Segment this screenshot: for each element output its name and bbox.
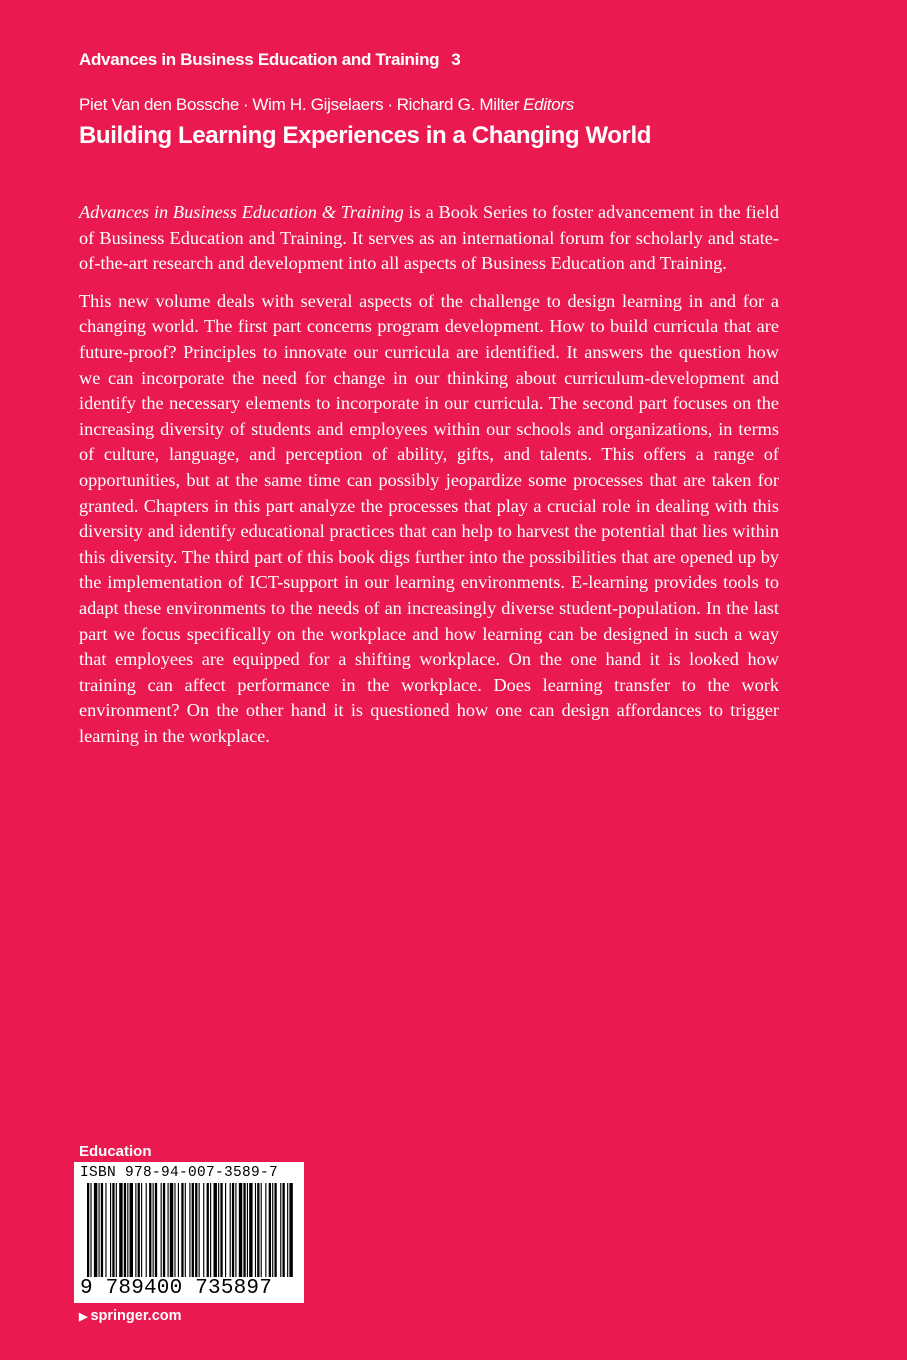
series-number: 3 (451, 50, 461, 69)
description-paragraph-1 (79, 200, 779, 277)
barcode-bar (189, 1183, 190, 1277)
isbn-label: ISBN 978-94-007-3589-7 (80, 1165, 279, 1181)
website-text: springer.com (90, 1308, 182, 1324)
barcode-bar (249, 1183, 252, 1277)
triangle-right-icon: ▶ (79, 1311, 88, 1323)
barcode-bar (243, 1183, 245, 1277)
barcode-bar (124, 1183, 126, 1277)
barcode-bar (230, 1183, 231, 1277)
barcode-bar (94, 1183, 97, 1277)
barcode-bar (247, 1183, 248, 1277)
category-label: Education (79, 1143, 152, 1160)
barcode-bar (210, 1183, 211, 1277)
barcode-bar (181, 1183, 183, 1277)
barcode-bar (269, 1183, 271, 1277)
barcode-bar (218, 1183, 219, 1277)
barcode-bar (105, 1183, 106, 1277)
barcode-bar (127, 1183, 128, 1277)
book-title: Building Learning Experiences in a Changing World (79, 122, 652, 149)
barcode-bar (289, 1183, 292, 1277)
barcode-bar (199, 1183, 200, 1277)
barcode-bar (225, 1183, 226, 1277)
barcode-bar (274, 1183, 276, 1277)
barcode-bar (168, 1183, 169, 1277)
barcode-bar (283, 1183, 285, 1277)
series-name: Advances in Business Education and Training (79, 50, 440, 69)
barcode-bar (261, 1183, 262, 1277)
editor-separator: · (243, 95, 249, 114)
description-paragraph-2: This new volume deals with several aspects of the challenge to design learning in and for a changing world. The first part concerns program development. How to build curricula that are future-proof? Principles to innovate our curricula are identified. It answers the question how we can incorporate the need for change in our thinking about curriculum-development and identify the necessary elements to incorporate in our curricula. The second part focuses on the increasing diversity of students and employees within our schools and organizations, in terms of culture, language, and perception of ability, gifts, and talents. This offers a range of opportunities, but at the same time can possibly jeopardize some processes that are taken for granted. Chapters in this part analyze the processes that play a crucial role in dealing with this diversity and identify educational practices that can help to harvest the potential that lies within this diversity. The third part of this book digs further into the possibilities that are opened up by the implementation of ICT-support in our learning environments. E-learning provides tools to adapt these environments to the needs of an increasingly diverse student-population. In the last part we focus specifically on the workplace and how learning can be designed in such a way that employees are equipped for a shifting workplace. On the one hand it is looked how training can affect performance in the workplace. Does learning transfer to the work environment? On the other hand it is questioned how one can design affordances to trigger learning in the workplace. (79, 290, 779, 746)
editor-name: Richard G. Milter (396, 95, 520, 114)
barcode-bar (280, 1183, 281, 1277)
barcode-bars (87, 1183, 293, 1277)
barcode-bar (138, 1183, 140, 1277)
barcode-bar (207, 1183, 209, 1277)
isbn-barcode (74, 1162, 304, 1303)
barcode-bar (255, 1183, 256, 1277)
barcode-bar (232, 1183, 234, 1277)
series-name-italic: Advances in Business Education & Training (79, 202, 404, 222)
series-line (79, 50, 460, 70)
barcode-bar (163, 1183, 165, 1277)
barcode-bar (195, 1183, 197, 1277)
editor-name: Wim H. Gijselaers (252, 95, 384, 114)
barcode-bar (220, 1183, 222, 1277)
editor-name: Piet Van den Bossche (79, 95, 240, 114)
website-link[interactable] (79, 1308, 182, 1324)
barcode-bar (99, 1183, 100, 1277)
editors-line (79, 95, 574, 115)
barcode-bar (153, 1183, 154, 1277)
barcode-bar (265, 1183, 266, 1277)
barcode-bar (119, 1183, 122, 1277)
barcode-bar (235, 1183, 236, 1277)
barcode-bar (149, 1183, 151, 1277)
barcode-bar (272, 1183, 273, 1277)
barcode-bar (146, 1183, 147, 1277)
barcode-bar (112, 1183, 114, 1277)
barcode-bar (214, 1183, 217, 1277)
barcode-bar (170, 1183, 173, 1277)
barcode-bar (130, 1183, 133, 1277)
barcode-bar (257, 1183, 259, 1277)
barcode-bar (90, 1183, 91, 1277)
barcode-bar (239, 1183, 242, 1277)
isbn-digits: 9 789400 735897 (80, 1277, 273, 1300)
barcode-bar (178, 1183, 179, 1277)
editors-role: Editors (523, 95, 574, 114)
barcode-bar (174, 1183, 175, 1277)
barcode-bar (110, 1183, 111, 1277)
description-paragraph-1-text: is a Book Series to foster advancement in the field of Business Education and Training. It serves as an international forum for scholarly and state-of-the-art research and development into all aspects of Business Education and Training. (79, 202, 779, 274)
barcode-bar (155, 1183, 157, 1277)
barcode-bar (116, 1183, 117, 1277)
barcode-bar (101, 1183, 103, 1277)
barcode-bar (192, 1183, 194, 1277)
barcode-bar (203, 1183, 204, 1277)
editor-separator: · (387, 95, 393, 114)
barcode-bar (185, 1183, 186, 1277)
barcode-bar (87, 1183, 89, 1277)
barcode-bar (141, 1183, 142, 1277)
book-description (79, 200, 779, 761)
barcode-bar (287, 1183, 288, 1277)
barcode-bar (161, 1183, 162, 1277)
barcode-bar (135, 1183, 136, 1277)
